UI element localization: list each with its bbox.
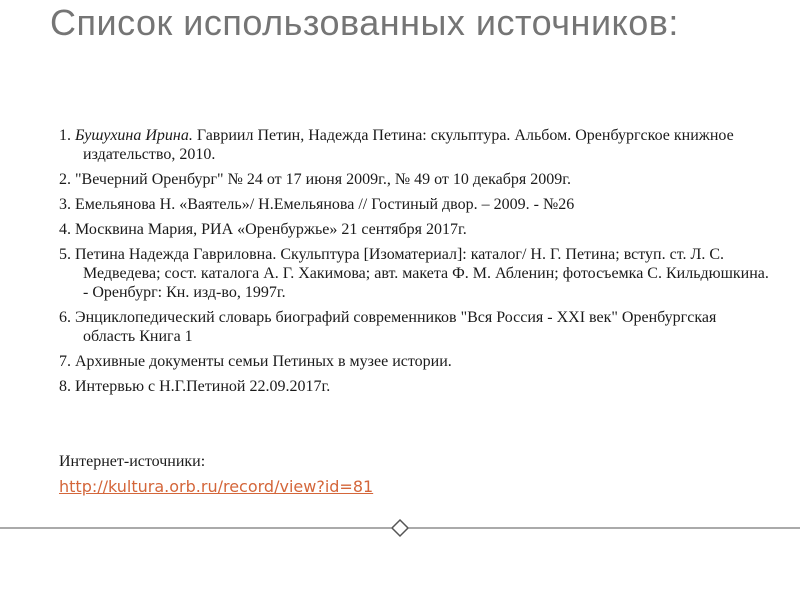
slide-divider: [0, 516, 800, 540]
list-item: [59, 195, 771, 214]
item-number: 1.: [59, 127, 71, 144]
item-number: 8.: [59, 378, 71, 395]
item-number: 3.: [59, 196, 71, 213]
item-number: 6.: [59, 309, 71, 326]
item-text: Емельянова Н. «Ваятель»/ Н.Емельянова // Гостиный двор. – 2009. - №26: [71, 196, 575, 213]
source-link[interactable]: http://kultura.orb.ru/record/view?id=81: [59, 477, 374, 496]
slide-title: Список использованных источников:: [50, 2, 679, 43]
item-number: 2.: [59, 171, 71, 188]
internet-sources-label: Интернет-источники:: [59, 453, 206, 470]
item-number: 7.: [59, 353, 71, 370]
references-list: [59, 126, 771, 402]
list-item: [59, 377, 771, 396]
list-item: [59, 352, 771, 371]
item-number: 4.: [59, 221, 71, 238]
item-text: Гавриил Петин, Надежда Петина: скульптура. Альбом. Оренбургское книжное издательство, 2010.: [83, 127, 734, 163]
item-author: Бушухина Ирина.: [75, 127, 193, 144]
item-text: Москвина Мария, РИА «Оренбуржье» 21 сентября 2017г.: [71, 221, 467, 238]
list-item: [59, 308, 771, 346]
item-text: Энциклопедический словарь биографий современников "Вся Россия - XXI век" Оренбургская область Книга 1: [71, 309, 717, 345]
item-text: Интервью с Н.Г.Петиной 22.09.2017г.: [71, 378, 331, 395]
item-number: 5.: [59, 246, 71, 263]
internet-sources: [59, 452, 771, 497]
list-item: [59, 245, 771, 302]
item-text: "Вечерний Оренбург" № 24 от 17 июня 2009г., № 49 от 10 декабря 2009г.: [71, 171, 572, 188]
item-text: Петина Надежда Гавриловна. Скульптура [Изоматериал]: каталог/ Н. Г. Петина; вступ. ст. Л. С. Медведева; сост. каталога А. Г. Хакимова; авт. макета Ф. М. Абленин; фотосъемка С. Кильдюшкина. - Оренбург: Кн. изд-во, 1997г.: [71, 246, 769, 301]
item-text: Архивные документы семьи Петиных в музее истории.: [71, 353, 452, 370]
list-item: [59, 126, 771, 164]
list-item: [59, 170, 771, 189]
list-item: [59, 220, 771, 239]
